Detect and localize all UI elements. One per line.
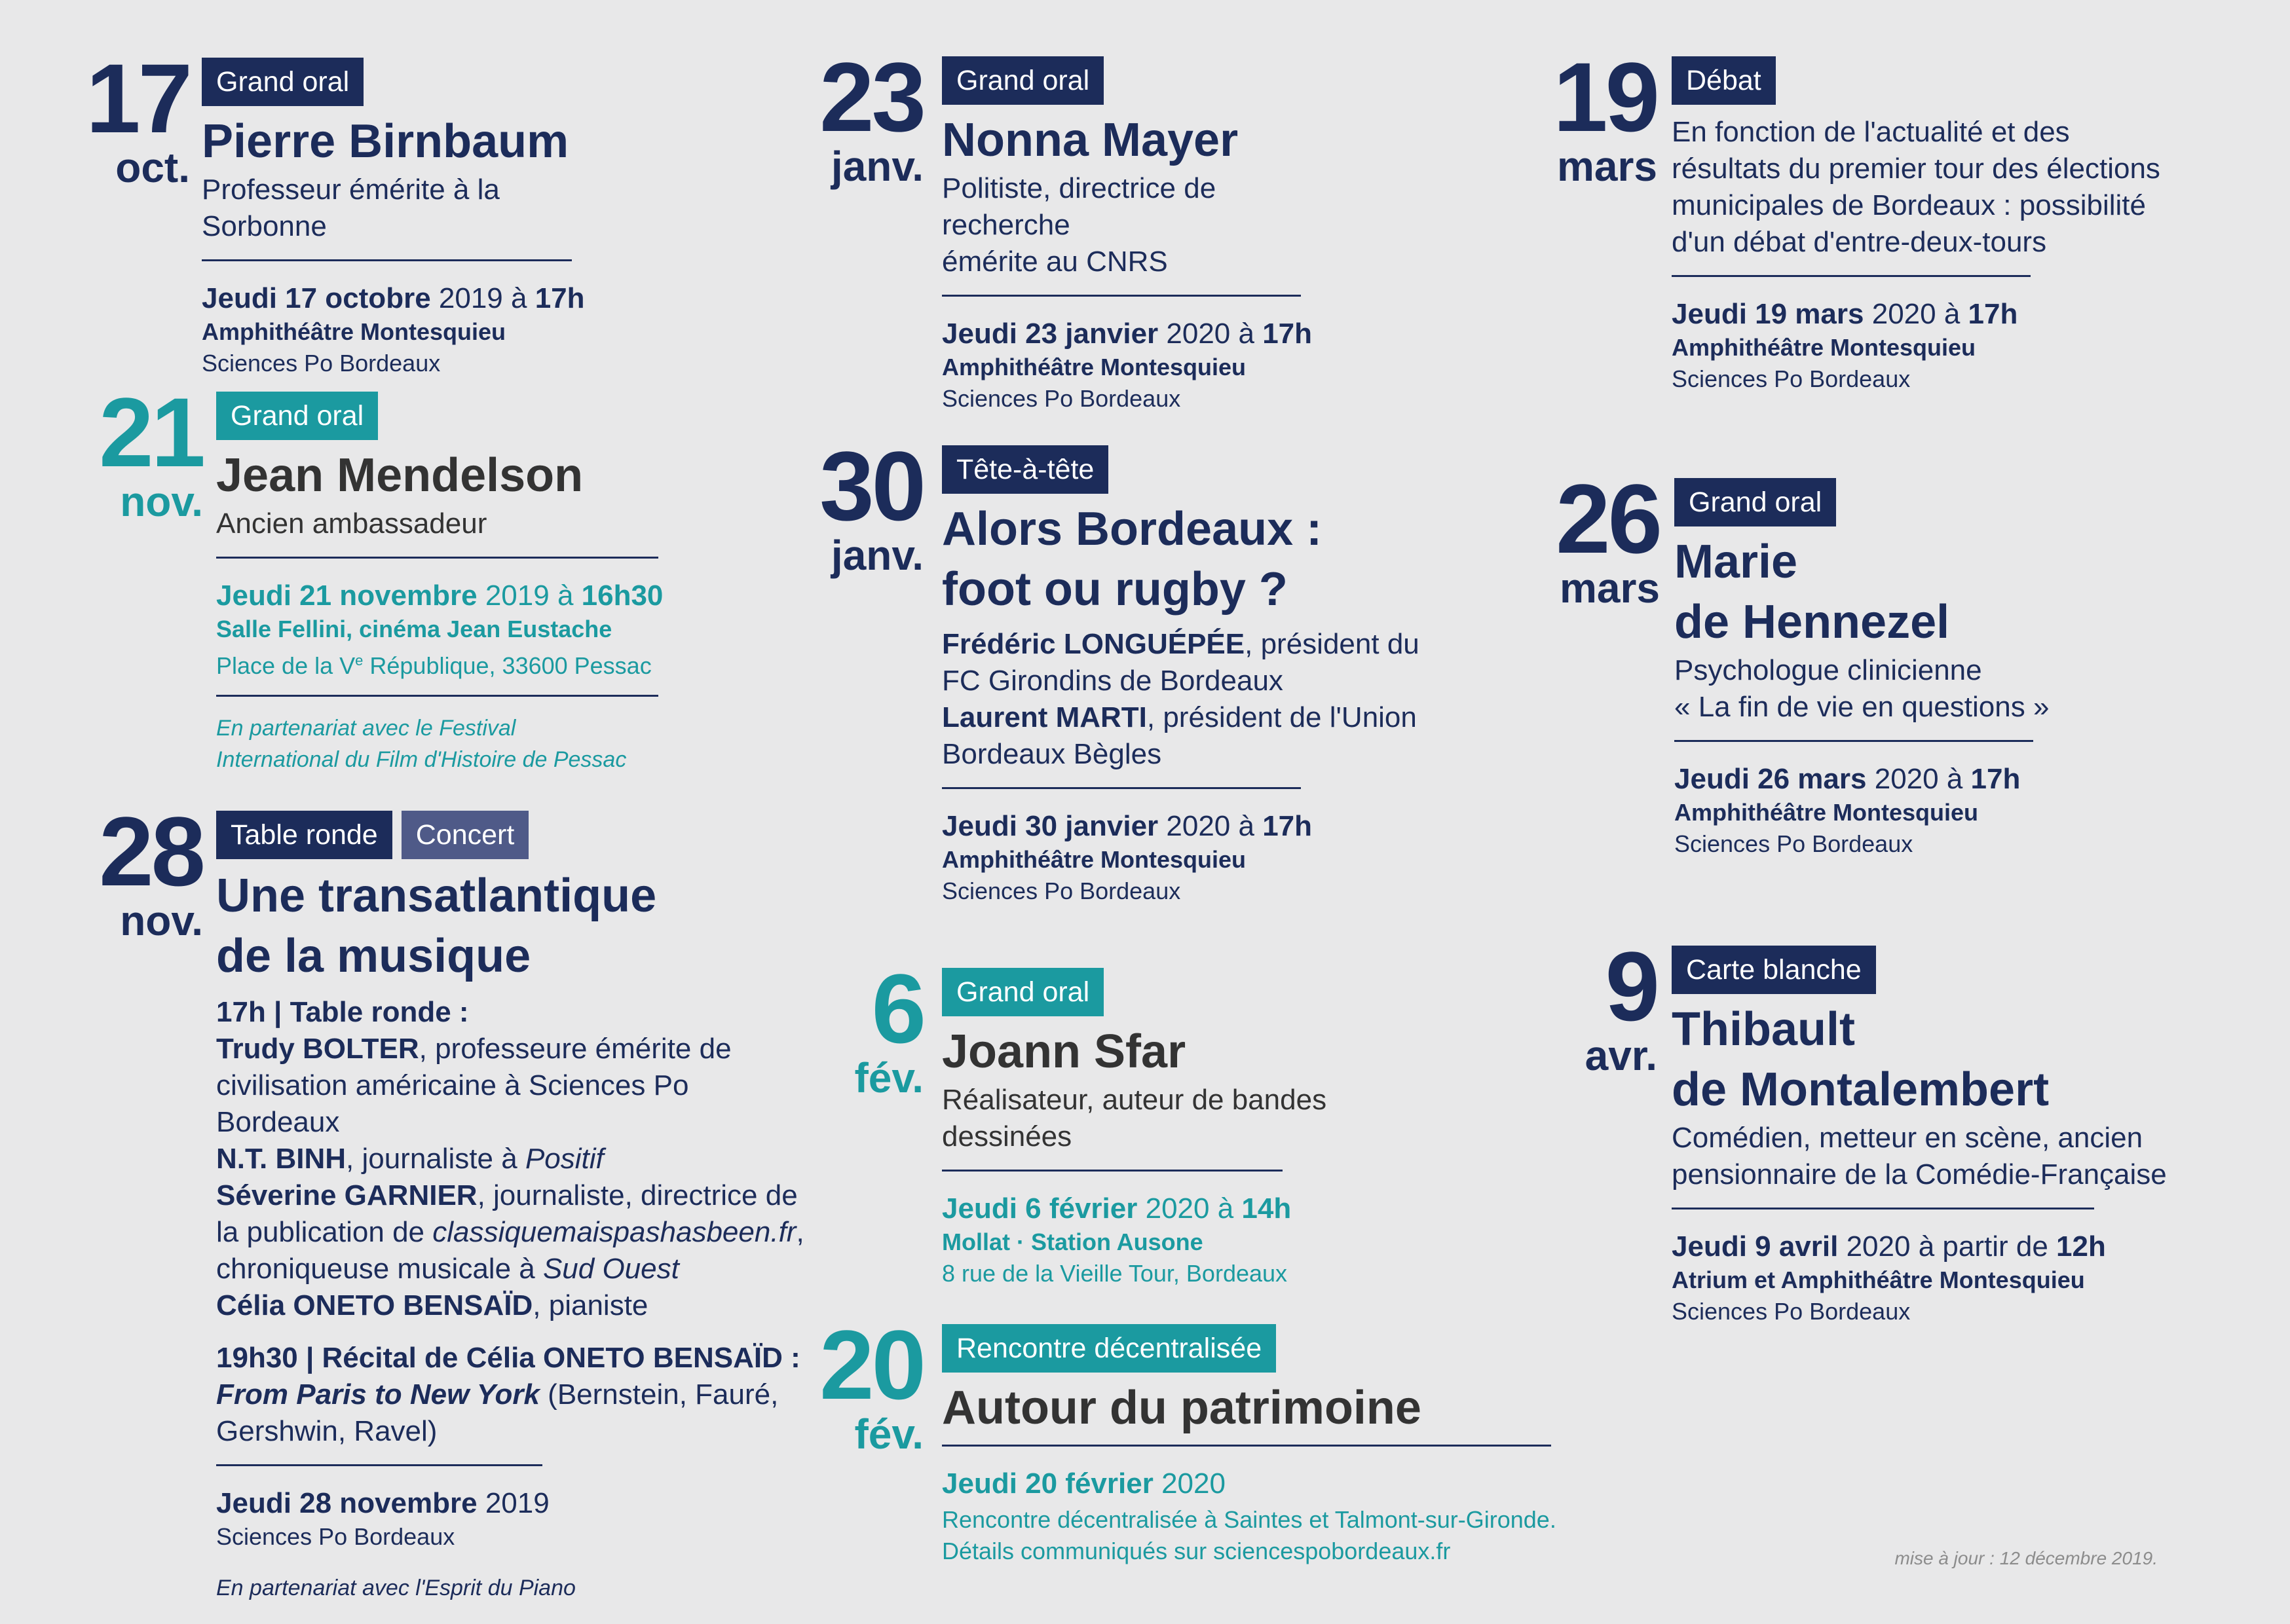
event-date [59,43,190,191]
event-title: Jean Mendelson [216,449,584,502]
event-tag: Grand oral [202,58,364,106]
event-datetime: Jeudi 21 novembre 2019 à 16h30 [216,580,664,612]
divider [216,695,658,697]
divider [942,1445,1551,1447]
event-day: 23 [819,42,924,152]
event-day: 30 [819,431,924,541]
divider [1674,740,2033,742]
event-subtitle: émérite au CNRS [942,246,1168,278]
event-day: 28 [99,796,203,906]
event-day: 26 [1556,464,1660,574]
event-venue: Amphithéâtre Montesquieu [942,354,1247,380]
event-venue: Amphithéâtre Montesquieu [202,318,506,345]
divider [942,787,1301,789]
divider [216,1464,542,1466]
event-datetime: Jeudi 9 avril 2020 à partir de 12h [1672,1230,2106,1263]
event-subtitle: pensionnaire de la Comédie-Française [1672,1158,2167,1190]
divider [942,295,1301,297]
event-subtitle: Psychologue clinicienne [1674,654,1982,686]
event-date [793,431,924,579]
event-subtitle: Comédien, metteur en scène, ancien [1672,1122,2143,1154]
event-place: Sciences Po Bordeaux [202,350,441,377]
event-date [793,42,924,190]
divider [942,1170,1283,1172]
event-datetime: Jeudi 17 octobre 2019 à 17h [202,282,585,314]
event-title: Thibault de Montalembert [1672,1003,2050,1116]
event-month: fév. [854,1054,924,1101]
event-program: 17h | Table ronde : Trudy BOLTER, professeure émérite de civilisation américaine à Sciences Po Bordeaux N.T. BINH, journaliste à Positif Séverine GARNIER, journaliste, directrice de la publication de classiquemaispashasbeen.fr, chroniqueuse musicale à Sud Ouest Célia ONETO BENSAÏD, pianiste 19h30 | Récital de Célia ONETO BENSAÏD : From Paris to New York (Bernstein, Fauré, Gershwin, Ravel) [216,996,804,1447]
event-datetime: Jeudi 19 mars 2020 à 17h [1672,298,2018,330]
event-note: En partenariat avec le Festival [216,716,516,741]
event-day: 19 [1553,42,1657,152]
event-month: oct. [115,144,190,191]
event-tag: Concert [402,811,529,859]
event-note: En partenariat avec l'Esprit du Piano [216,1576,576,1600]
event-subtitle: Réalisateur, auteur de bandes dessinées [942,1084,1327,1153]
event-place: Place de la Ve République, 33600 Pessac [216,652,652,679]
update-note: mise à jour : 12 décembre 2019. [1894,1548,2158,1568]
event-datetime: Jeudi 30 janvier 2020 à 17h [942,810,1313,842]
event-tag: Rencontre décentralisée [942,1324,1276,1373]
event-title: Nonna Mayer [942,114,1239,166]
event-subtitle: Professeur émérite à la Sorbonne [202,174,500,242]
event-subtitle: « La fin de vie en questions » [1674,691,2050,723]
event-date [793,953,924,1101]
event-subtitle: Politiste, directrice de recherche [942,172,1216,241]
event-title: Alors Bordeaux : foot ou rugby ? [942,503,1323,616]
event-datetime: Jeudi 6 février 2020 à 14h [942,1192,1292,1225]
event-venue: Amphithéâtre Montesquieu [1674,799,1979,826]
event-datetime: Jeudi 20 février 2020 [942,1467,1226,1500]
event-place: Sciences Po Bordeaux [216,1523,455,1550]
event-tag: Grand oral [942,56,1104,105]
event-day: 6 [871,953,924,1063]
event-month: janv. [831,532,924,579]
event-tag: Grand oral [1674,478,1836,526]
event-title: Marie de Hennezel [1674,536,1950,648]
event-month: janv. [831,143,924,190]
event-date [72,377,203,525]
event-place: Sciences Po Bordeaux [1672,365,1911,392]
event-date [793,1310,924,1458]
event-day: 17 [86,43,190,153]
event-datetime: Jeudi 23 janvier 2020 à 17h [942,318,1313,350]
divider [216,557,658,559]
event-datetime: Jeudi 28 novembre 2019 [216,1487,550,1519]
event-note: International du Film d'Histoire de Pessac [216,747,627,772]
event-venue: Salle Fellini, cinéma Jean Eustache [216,616,612,642]
event-place: Sciences Po Bordeaux [1672,1298,1911,1325]
event-month: avr. [1585,1032,1657,1079]
event-month: nov. [120,478,203,525]
event-month: nov. [120,897,203,944]
event-tag: Grand oral [942,968,1104,1016]
event-venue: Mollat · Station Ausone [942,1228,1203,1255]
event-title: Joann Sfar [942,1025,1186,1078]
event-date [1526,42,1657,190]
event-subtitle: Ancien ambassadeur [216,507,487,540]
divider [202,259,572,261]
event-place: Sciences Po Bordeaux [1674,830,1913,857]
event-day: 21 [99,377,203,487]
event-datetime: Jeudi 26 mars 2020 à 17h [1674,763,2021,795]
divider [1672,275,2031,277]
event-tag: Carte blanche [1672,946,1876,994]
event-day: 9 [1605,931,1657,1041]
divider [1672,1208,2094,1209]
event-venue: Amphithéâtre Montesquieu [1672,334,1976,361]
event-tag: Table ronde [216,811,392,859]
event-speakers: Frédéric LONGUÉPÉE, président du FC Girondins de Bordeaux Laurent MARTI, président de l'Union Bordeaux Bègles [942,628,1419,770]
event-month: mars [1560,564,1660,612]
event-date [1529,464,1660,612]
event-description: En fonction de l'actualité et des résultats du premier tour des élections municipales de Bordeaux : possibilité d'un débat d'entre-deux-tours [1672,116,2160,258]
event-title: Pierre Birnbaum [202,115,569,168]
event-tag: Grand oral [216,392,378,440]
event-place: Détails communiqués sur sciencespobordeaux.fr [942,1538,1451,1564]
event-title: Autour du patrimoine [942,1382,1421,1434]
event-month: mars [1557,143,1657,190]
event-date [72,796,203,944]
event-place: Sciences Po Bordeaux [942,877,1181,904]
event-place: Rencontre décentralisée à Saintes et Talmont-sur-Gironde. [942,1506,1556,1533]
event-venue: Amphithéâtre Montesquieu [942,846,1247,873]
event-venue: Atrium et Amphithéâtre Montesquieu [1672,1266,2085,1293]
event-tag: Tête-à-tête [942,445,1108,494]
event-place: 8 rue de la Vieille Tour, Bordeaux [942,1260,1288,1287]
event-place: Sciences Po Bordeaux [942,385,1181,412]
event-date [1526,931,1657,1079]
event-title: Une transatlantique de la musique [216,870,657,982]
event-tag: Débat [1672,56,1776,105]
event-day: 20 [819,1310,924,1420]
event-month: fév. [854,1411,924,1458]
